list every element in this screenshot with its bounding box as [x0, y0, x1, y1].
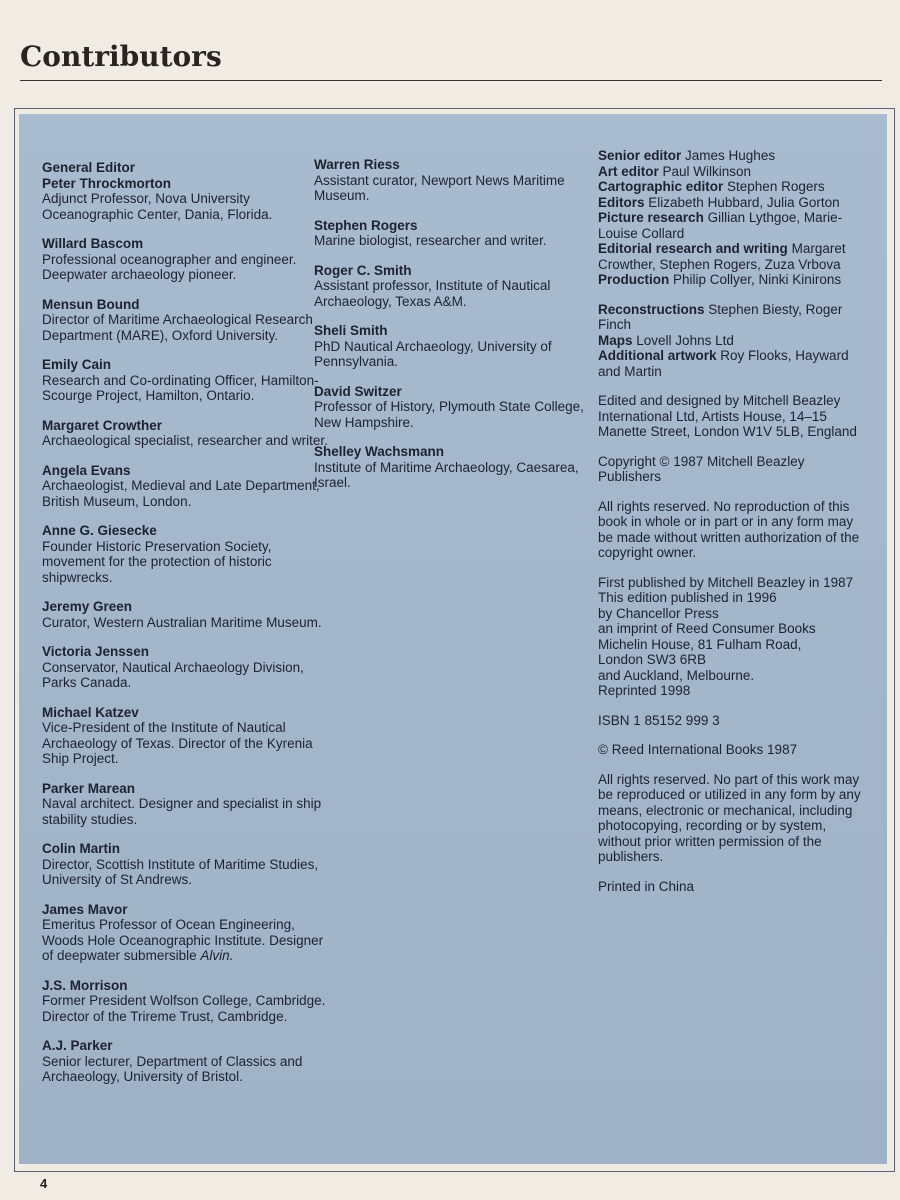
contributor-name: J.S. Morrison — [42, 977, 128, 993]
contributor-desc: Professor of History, Plymouth State College, New Hampshire. — [314, 399, 584, 430]
contributor-entry — [42, 599, 332, 630]
credit-person: Stephen Biesty, Roger Finch — [598, 301, 843, 332]
page-title: Contributors — [20, 40, 222, 73]
contributor-entry — [42, 160, 332, 222]
contributor-name: Margaret Crowther — [42, 417, 163, 433]
contributor-desc: Former President Wolfson College, Cambridge. Director of the Trireme Trust, Cambridge. — [42, 993, 326, 1024]
contributor-entry — [42, 236, 332, 283]
contributor-name: Victoria Jenssen — [42, 644, 150, 659]
title-rule — [20, 80, 882, 81]
credit-role: Maps — [598, 332, 633, 348]
publication-line: and Auckland, Melbourne. — [598, 667, 755, 683]
contributor-desc: Naval architect. Designer and specialist in ship stability studies. — [42, 796, 322, 827]
contributor-desc: Director of Maritime Archaeological Research Department (MARE), Oxford University. — [42, 312, 313, 343]
publication-history — [598, 575, 870, 699]
contributors-column-1 — [42, 160, 332, 1099]
rights-notice-2: All rights reserved. No part of this work may be reproduced or utilized in any form by any means, electronic or mechanical, including photocopying, recording or by system, without prior written permission of the publishers. — [598, 771, 861, 864]
contributor-name: Anne G. Giesecke — [42, 523, 157, 538]
contributor-desc: Research and Co-ordinating Officer, Hamilton-Scourge Project, Hamilton, Ontario. — [42, 372, 319, 403]
contributor-desc: Senior lecturer, Department of Classics and Archaeology, University of Bristol. — [42, 1053, 303, 1084]
contributor-name: James Mavor — [42, 901, 128, 917]
contributor-name: Roger C. Smith — [314, 262, 412, 278]
credit-role: Editors — [598, 194, 645, 210]
copyright-text: Copyright © 1987 Mitchell Beazley Publishers — [598, 453, 805, 484]
credit-line — [598, 164, 870, 180]
isbn: ISBN 1 85152 999 3 — [598, 712, 720, 728]
contributor-desc: Institute of Maritime Archaeology, Caesarea, Israel. — [314, 459, 579, 490]
credit-line — [598, 302, 870, 333]
publication-line: First published by Mitchell Beazley in 1987 — [598, 574, 854, 590]
contributor-desc: Professional oceanographer and engineer. Deepwater archaeology pioneer. — [42, 251, 297, 282]
contributor-name: Sheli Smith — [314, 323, 388, 338]
contributor-entry — [42, 1038, 332, 1085]
credit-person: Margaret Crowther, Stephen Rogers, Zuza Vrbova — [598, 241, 846, 272]
credit-role: Senior editor — [598, 148, 682, 163]
credit-person: Lovell Johns Ltd — [636, 332, 734, 348]
contributor-desc: Curator, Western Australian Maritime Museum. — [42, 614, 322, 630]
credit-line — [598, 272, 870, 288]
contributor-entry — [42, 781, 332, 828]
credit-person: Paul Wilkinson — [662, 163, 752, 179]
credit-role: Cartographic editor — [598, 179, 724, 194]
contributor-name: Warren Riess — [314, 157, 400, 172]
artwork-credits — [598, 302, 870, 380]
credit-line — [598, 148, 870, 164]
contributor-desc: Conservator, Nautical Archaeology Division, Parks Canada. — [42, 659, 304, 690]
contributor-entry — [314, 323, 586, 370]
contributor-desc-text: Emeritus Professor of Ocean Engineering, Woods Hole Oceanographic Institute. Designer of deepwater submersible — [42, 917, 324, 963]
contributor-name: Willard Bascom — [42, 236, 144, 251]
contributor-entry — [314, 263, 586, 310]
contributor-entry — [42, 841, 332, 888]
contributor-entry — [314, 444, 586, 491]
contributor-name: Michael Katzev — [42, 704, 139, 720]
page-number: 4 — [40, 1176, 48, 1191]
publication-line: an imprint of Reed Consumer Books — [598, 621, 816, 636]
credit-role: Production — [598, 272, 670, 287]
contributor-desc: Adjunct Professor, Nova University Oceanographic Center, Dania, Florida. — [42, 191, 273, 222]
contributor-entry — [42, 705, 332, 767]
contributor-entry — [42, 463, 332, 510]
contributor-name: Stephen Rogers — [314, 217, 418, 233]
rights-notice: All rights reserved. No reproduction of this book in whole or in part or in any form may be made without written authorization of the copyright owner. — [598, 498, 860, 560]
contributor-desc: Archaeological specialist, researcher and writer. — [42, 433, 328, 448]
publication-line: Michelin House, 81 Fulham Road, — [598, 636, 802, 652]
contributor-desc: Founder Historic Preservation Society, movement for the protection of historic shipwrecks. — [42, 538, 272, 585]
contributor-desc: Director, Scottish Institute of Maritime Studies, University of St Andrews. — [42, 856, 319, 887]
contributor-entry — [42, 297, 332, 344]
contributor-name: Colin Martin — [42, 841, 120, 856]
credit-line — [598, 195, 870, 211]
credit-role: Additional artwork — [598, 348, 717, 363]
contributor-entry — [314, 384, 586, 431]
publication-line: This edition published in 1996 — [598, 590, 777, 605]
contributor-entry — [314, 218, 586, 249]
credit-role: Picture research — [598, 210, 704, 225]
contributor-entry — [42, 902, 332, 964]
submersible-name: Alvin. — [200, 948, 234, 963]
contributor-name: Shelley Wachsmann — [314, 444, 445, 459]
credit-person: Elizabeth Hubbard, Julia Gorton — [648, 194, 840, 210]
credit-role: Art editor — [598, 163, 659, 179]
credit-line — [598, 179, 870, 195]
contributor-name: Parker Marean — [42, 780, 136, 796]
contributor-name: Angela Evans — [42, 462, 131, 478]
contributor-name: Jeremy Green — [42, 599, 133, 614]
credit-person: Philip Collyer, Ninki Kinirons — [673, 272, 842, 287]
contributors-column-2 — [314, 157, 586, 505]
contributor-desc: Assistant curator, Newport News Maritime Museum. — [314, 172, 565, 203]
contributor-entry — [42, 357, 332, 404]
credit-line — [598, 348, 870, 379]
contributor-entry — [42, 418, 332, 449]
credit-line — [598, 210, 870, 241]
contributor-desc: Marine biologist, researcher and writer. — [314, 233, 547, 248]
credit-line — [598, 241, 870, 272]
contributor-desc — [42, 917, 332, 964]
credit-person: Stephen Rogers — [727, 179, 825, 194]
contributor-name: Emily Cain — [42, 357, 112, 372]
edited-by-text: Edited and designed by Mitchell Beazley International Ltd, Artists House, 14–15 Manette Street, London W1V 5LB, England — [598, 393, 857, 439]
printed-in: Printed in China — [598, 878, 695, 894]
reed-copyright: © Reed International Books 1987 — [598, 742, 798, 757]
publication-line: London SW3 6RB — [598, 652, 707, 667]
contributor-name: A.J. Parker — [42, 1038, 113, 1053]
contributor-desc: Archaeologist, Medieval and Late Department, British Museum, London. — [42, 478, 320, 509]
credit-line — [598, 333, 870, 349]
credit-person: Roy Flooks, Hayward and Martin — [598, 348, 849, 379]
contributor-entry — [42, 523, 332, 585]
contributor-entry — [42, 644, 332, 691]
contributor-entry — [314, 157, 586, 204]
credit-role: Reconstructions — [598, 301, 705, 317]
publication-line: by Chancellor Press — [598, 605, 719, 621]
credit-role: Editorial research and writing — [598, 241, 788, 256]
contributor-desc: Vice-President of the Institute of Nautical Archaeology of Texas. Director of the Kyrenia Ship Project. — [42, 720, 313, 766]
credit-person: James Hughes — [685, 148, 776, 163]
contributor-name: David Switzer — [314, 383, 402, 399]
contributor-entry — [42, 978, 332, 1025]
publication-line: Reprinted 1998 — [598, 683, 691, 698]
editorial-credits — [598, 148, 870, 288]
contributor-name: General Editor Peter Throckmorton — [42, 160, 172, 191]
contributor-desc: PhD Nautical Archaeology, University of Pennsylvania. — [314, 338, 552, 369]
contributor-name: Mensun Bound — [42, 296, 140, 312]
credits-column — [598, 148, 870, 908]
contributor-desc: Assistant professor, Institute of Nautical Archaeology, Texas A&M. — [314, 278, 551, 309]
credit-person: Gillian Lythgoe, Marie-Louise Collard — [598, 210, 843, 241]
